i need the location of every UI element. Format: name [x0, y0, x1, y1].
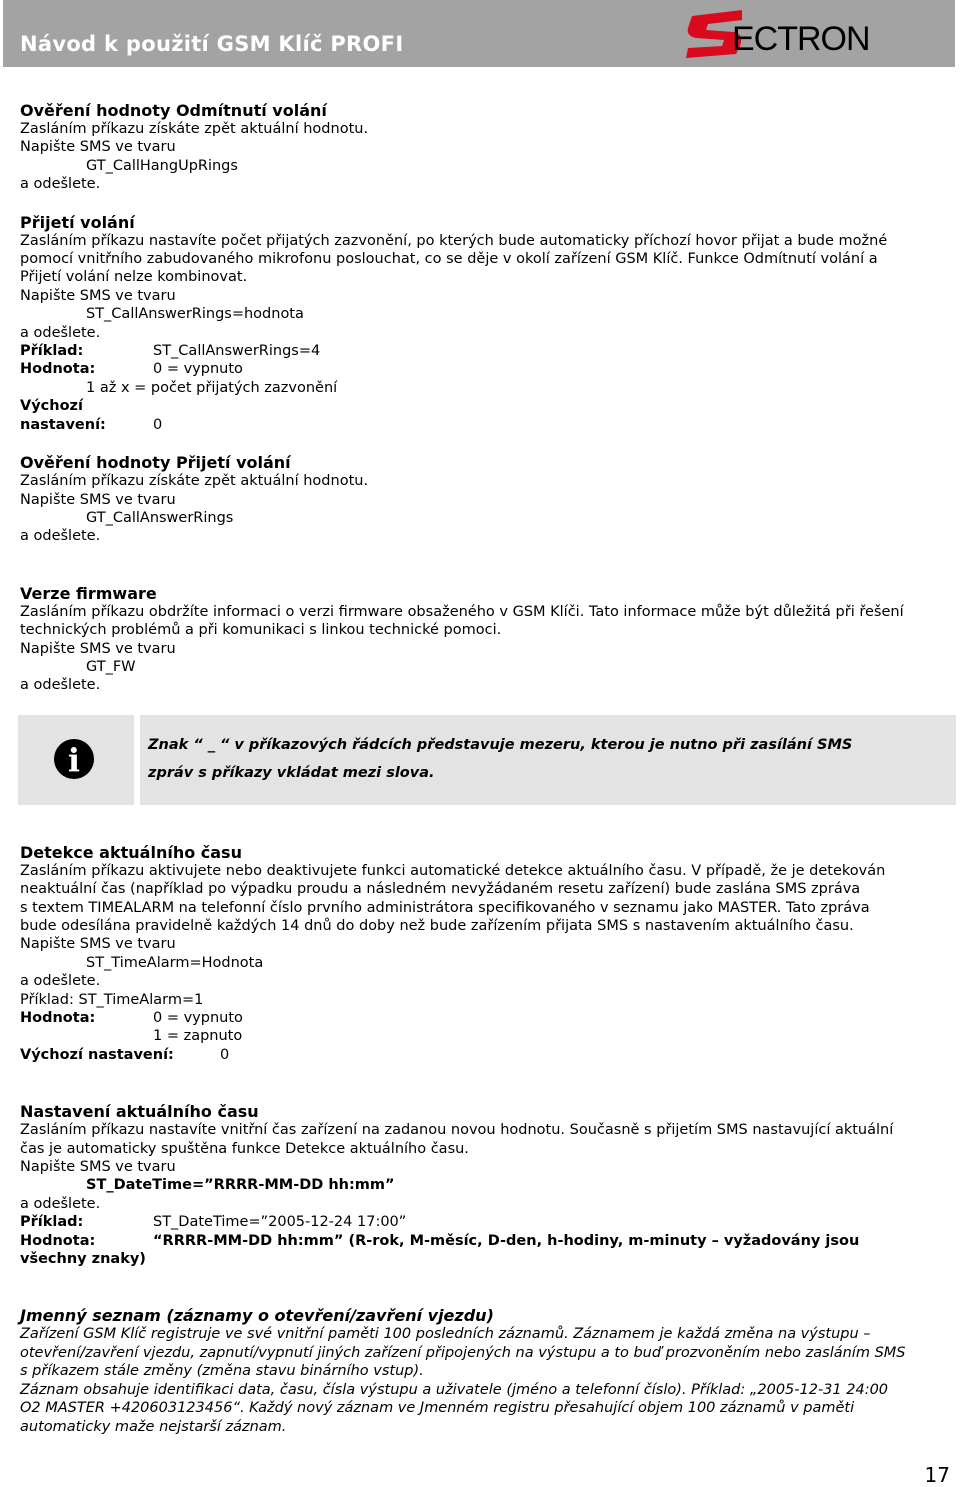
- default-row: [20, 1046, 956, 1064]
- text-line: a odešlete.: [20, 973, 101, 990]
- text-line: Napište SMS ve tvaru: [20, 1159, 176, 1176]
- text-line: a odešlete.: [20, 176, 101, 193]
- sms-command: ST_TimeAlarm=Hodnota: [86, 954, 264, 971]
- section-heading-firmware: Verze firmware: [20, 583, 157, 603]
- example-value: ST_CallAnswerRings=4: [153, 343, 321, 360]
- text-line: O2 MASTER +420603123456“. Každý nový záznam ve Jmenném registru přesahující objem 100 záznamů v paměti: [20, 1400, 855, 1417]
- sectron-logo: [686, 6, 886, 58]
- value-row: [20, 1027, 956, 1045]
- value-text: 0 = vypnuto: [153, 361, 243, 378]
- text-line: a odešlete.: [20, 677, 101, 694]
- text-line: Zasláním příkazu nastavíte vnitřní čas zařízení na zadanou novou hodnotu. Současně s přijetím SMS nastavující aktuální: [20, 1122, 894, 1139]
- value-row: [20, 1232, 956, 1250]
- default-label: nastavení:: [20, 416, 106, 433]
- text-line: čas je automaticky spuštěna funkce Detekce aktuálního času.: [20, 1140, 469, 1157]
- section-heading-time-set: Nastavení aktuálního času: [20, 1102, 259, 1122]
- text-line: otevření/zavření vjezdu, zapnutí/vypnutí jiných zařízení připojených na výstupu a to buď prozvoněním nebo zasláním SMS: [20, 1344, 906, 1361]
- example-label: Příklad:: [20, 1214, 84, 1231]
- value-text: 1 až x = počet přijatých zazvonění: [86, 379, 338, 396]
- note-text-cell: [140, 715, 956, 805]
- sms-command: ST_CallAnswerRings=hodnota: [86, 306, 304, 323]
- value-label: Hodnota:: [20, 361, 96, 378]
- text-line: Záznam obsahuje identifikaci data, času, čísla výstupu a uživatele (jméno a telefonní číslo). Příklad: „2005-12-31 24:00: [20, 1381, 889, 1398]
- text-line: s textem TIMEALARM na telefonní číslo prvního administrátora specifikovaného v seznamu jako MASTER. Tato zpráva: [20, 899, 870, 916]
- text-line: Napište SMS ve tvaru: [20, 491, 176, 508]
- sms-command: GT_CallAnswerRings: [86, 509, 234, 526]
- default-label: Výchozí: [20, 398, 83, 415]
- note-line: Znak “ _ “ v příkazových řádcích představuje mezeru, kterou je nutno při zasílání SMS: [148, 736, 853, 753]
- value-label: Hodnota:: [20, 1232, 96, 1249]
- example-label: Příklad:: [20, 343, 84, 360]
- text-line: bude odesílána pravidelně každých 14 dnů do doby než bude zařízením přijata SMS s nastavením aktuálního času.: [20, 917, 854, 934]
- text-line: Napište SMS ve tvaru: [20, 287, 176, 304]
- default-row: [20, 416, 956, 434]
- value-row: [20, 1009, 956, 1027]
- text-line: a odešlete.: [20, 1195, 101, 1212]
- sms-command: GT_FW: [86, 658, 136, 675]
- default-label: Výchozí nastavení:: [20, 1046, 174, 1063]
- section-heading-answer-check: Ověření hodnoty Přijetí volání: [20, 453, 291, 473]
- page-number: 17: [924, 1463, 950, 1487]
- text-line: s příkazem stále změny (změna stavu binárního vstup).: [20, 1363, 424, 1380]
- text-line: Napište SMS ve tvaru: [20, 936, 176, 953]
- text-line: technických problémů a při komunikaci s linkou technické pomoci.: [20, 622, 502, 639]
- sms-command: GT_CallHangUpRings: [86, 157, 238, 174]
- section-heading-time-detect: Detekce aktuálního času: [20, 842, 242, 862]
- text-line: a odešlete.: [20, 324, 101, 341]
- example-row: [20, 1213, 956, 1231]
- text-line: neaktuální čas (například po výpadku proudu a následném nevyžádaném resetu zařízení) bude zaslána SMS zpráva: [20, 881, 861, 898]
- text-line: Zasláním příkazu získáte zpět aktuální hodnotu.: [20, 473, 369, 490]
- section-heading-name-list: Jmenný seznam (záznamy o otevření/zavření vjezdu): [20, 1306, 494, 1326]
- value-text: “RRRR-MM-DD hh:mm” (R-rok, M-měsíc, D-den, h-hodiny, m-minuty – vyžadovány jsou: [153, 1232, 860, 1249]
- logo-text: ECTRON: [732, 20, 870, 58]
- value-text: všechny znaky): [20, 1251, 146, 1268]
- note-line: zpráv s příkazy vkládat mezi slova.: [148, 764, 435, 781]
- default-value: 0: [220, 1046, 230, 1063]
- page-header: [3, 0, 955, 67]
- value-row: [20, 360, 956, 378]
- text-line: pomocí vnitřního zabudovaného mikrofonu poslouchat, co se děje v okolí zařízení GSM Klíč. Funkce Odmítnutí volání a: [20, 251, 878, 268]
- note-icon-cell: [18, 715, 134, 805]
- text-line: Zasláním příkazu aktivujete nebo deaktivujete funkci automatické detekce aktuálního času. V případě, že je detekován: [20, 862, 886, 879]
- info-icon: i: [54, 739, 94, 779]
- document-title: Návod k použití GSM Klíč PROFI: [20, 32, 404, 56]
- text-line: Zasláním příkazu obdržíte informaci o verzi firmware obsaženého v GSM Klíči. Tato informace může být důležitá při řešení: [20, 603, 904, 620]
- text-line: Zařízení GSM Klíč registruje ve své vnitřní paměti 100 posledních záznamů. Záznamem je každá změna na výstupu –: [20, 1326, 871, 1343]
- text-line: automaticky maže nejstarší záznam.: [20, 1418, 287, 1435]
- value-text: 1 = zapnuto: [153, 1028, 243, 1045]
- note-text: [148, 731, 928, 787]
- section-heading-call-answer: Přijetí volání: [20, 212, 135, 232]
- text-line: Napište SMS ve tvaru: [20, 139, 176, 156]
- text-line: Napište SMS ve tvaru: [20, 640, 176, 657]
- default-value: 0: [153, 416, 163, 433]
- text-line: a odešlete.: [20, 528, 101, 545]
- text-line: Zasláním příkazu získáte zpět aktuální hodnotu.: [20, 121, 369, 137]
- example-row: [20, 342, 956, 360]
- info-note: [20, 715, 956, 805]
- value-text: 0 = vypnuto: [153, 1010, 243, 1026]
- sms-command: ST_DateTime=”RRRR-MM-DD hh:mm”: [86, 1177, 395, 1194]
- text-line: Přijetí volání nelze kombinovat.: [20, 269, 248, 286]
- section-heading-hangup-check: Ověření hodnoty Odmítnutí volání: [20, 101, 327, 120]
- value-label: Hodnota:: [20, 1010, 96, 1026]
- example-text: Příklad: ST_TimeAlarm=1: [20, 991, 204, 1008]
- text-line: Zasláním příkazu nastavíte počet přijatých zazvonění, po kterých bude automaticky příchozí hovor přijat a bude možné: [20, 232, 888, 249]
- example-value: ST_DateTime=”2005-12-24 17:00”: [153, 1214, 407, 1231]
- page-content: [20, 101, 956, 1436]
